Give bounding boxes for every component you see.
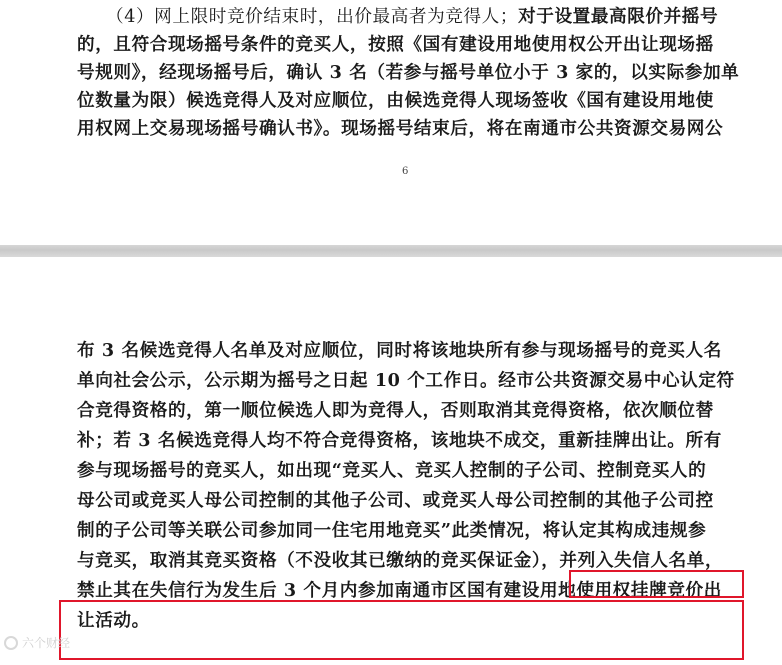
text-line: 参与现场摇号的竞买人，如出现“竞买人、竞买人控制的子公司、控制竞买人的 bbox=[77, 460, 707, 481]
text-line bbox=[77, 62, 739, 84]
text-line: 母公司或竞买人母公司控制的其他子公司、或竞买人母公司控制的其他子公司控 bbox=[77, 490, 714, 511]
watermark-logo-icon bbox=[4, 636, 18, 650]
text-line: 禁止其在失信行为发生后 3 个月内参加南通市区国有建设用地使用权挂牌竞价出 bbox=[77, 580, 722, 601]
text-line: 与竞买，取消其竞买资格（不没收其已缴纳的竞买保证金），并列入失信人名单， bbox=[77, 550, 724, 571]
text-line bbox=[77, 118, 723, 140]
text-line bbox=[77, 34, 714, 56]
text-line: 合竞得资格的，第一顺位候选人即为竞得人，否则取消其竞得资格，依次顺位替 bbox=[77, 400, 714, 421]
text-segment: 的，且符合现场摇号条件的竞买人，按照《国有建设用地使用权公开出让现场摇 bbox=[77, 34, 714, 55]
text-segment: 位数量为限）候选竞得人及对应顺位，由候选竞得人现场签收《国有建设用地使 bbox=[77, 90, 714, 111]
text-line: 补；若 3 名候选竞得人均不符合竞得资格，该地块不成交，重新挂牌出让。所有 bbox=[77, 430, 722, 451]
text-line bbox=[106, 6, 718, 28]
document-page-upper bbox=[0, 0, 782, 245]
watermark-text: 六个财经 bbox=[22, 636, 71, 650]
watermark bbox=[4, 634, 70, 651]
text-line: 制的子公司等关联公司参加同一住宅用地竞买”此类情况，将认定其构成违规参 bbox=[77, 520, 707, 541]
text-segment: 对于设置最高限价并摇号 bbox=[518, 6, 719, 27]
text-line bbox=[77, 90, 714, 112]
text-segment: 用权网上交易现场摇号确认书》。现场摇号结束后，将在南通市公共资源交易网公 bbox=[77, 118, 724, 139]
text-line: 单向社会公示，公示期为摇号之日起 10 个工作日。经市公共资源交易中心认定符 bbox=[77, 370, 735, 391]
text-segment: （4）网上限时竞价结束时，出价最高者为竞得人； bbox=[106, 7, 519, 27]
highlight-box-blacklist bbox=[569, 570, 744, 598]
text-line: 布 3 名候选竞得人名单及对应顺位，同时将该地块所有参与现场摇号的竞买人名 bbox=[77, 340, 722, 361]
page-separator bbox=[0, 245, 782, 257]
text-line: 让活动。 bbox=[77, 610, 150, 631]
text-segment: 号规则》，经现场摇号后，确认 3 名（若参与摇号单位小于 3 家的，以实际参加单 bbox=[77, 62, 740, 83]
highlight-box-ban-period bbox=[59, 600, 744, 660]
page-number: 6 bbox=[402, 166, 409, 177]
